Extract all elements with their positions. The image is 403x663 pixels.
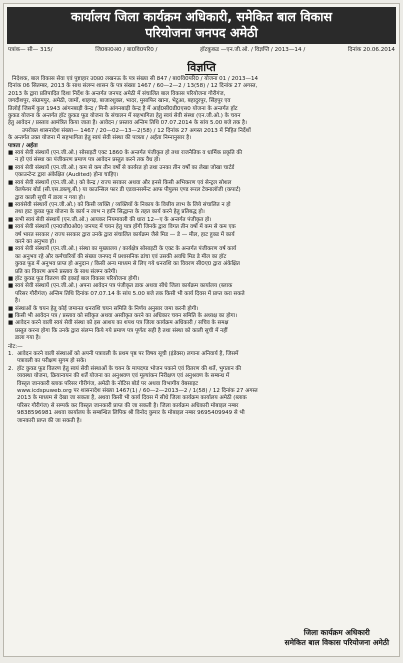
list-item-line: का अनुभव रहे और कर्मचारियों की संख्या जनपद में प्रशासनिक ढांचा एवं उसकी अवधि मिड डे मील का हॉट: [15, 253, 227, 260]
bullet-icon: ■: [8, 246, 14, 253]
list-item: [8, 202, 395, 217]
notes-section: [8, 344, 395, 425]
note-line: पत्रावली का परीक्षण सुगम हो सके।: [17, 358, 87, 365]
list-item: [8, 217, 395, 224]
list-item-line: परिसर गौरीगंज) अन्तिम तिथि दिनांक 07.07.14 के सांय 5.00 बजे तक किसी भी कार्य दिवस में प्राप्त करा सकते: [15, 290, 245, 297]
reference-code-2: हॉटकुकड —एन.जी.ओ. / विज्ञप्ति / 2013—14 /: [200, 47, 306, 53]
list-item-line: है।: [15, 298, 21, 305]
note-line: आवेदन करने वाली संस्थाओं को अपनी पत्रावली के प्रथम पृष्ठ पर विषय सूची (इंडेक्स) लगाना अनिवार्य है, जिसमें: [17, 351, 239, 358]
bullet-icon: ■: [8, 275, 14, 282]
note-item: [8, 351, 395, 366]
note-line: 9838596981 अथवा कार्यालय के सम्बन्धित लिपिक श्री विनोद कुमार के मोबाइल नम्बर 9695409949 से भी: [17, 410, 245, 417]
list-item-line: वर्ष भारत सरकार / राज्य सरकार द्वारा उनके द्वारा संचालित कार्यक्रम जैसे मिड — डे — मील, हाट हुक्ड में कार्य: [15, 231, 235, 238]
notice-page: [3, 3, 400, 657]
reference-code-1: जि0का0अ0 / बा0वि0परि0 /: [95, 47, 158, 53]
intro-paragraph: [8, 76, 395, 143]
list-item-line: स्वयं सेवी संस्थायें (एन.जी.ओ.) कम से कम तीन वर्षों से कार्यरत हो तथा उनका तीन वर्षों का लेखा जोखा चार्टर्ड: [15, 164, 235, 171]
list-item: [8, 246, 395, 276]
intro-line: के अन्तर्गत उक्त योजना में सहभागिता हेतु स्वयं सेवी संस्था की पात्रता / अर्हता निम्नानुसार है।: [8, 135, 192, 142]
intro-line: दिनांक 06 सितम्बर, 2013 के साथ संलग्न शासन के पत्र संख्या 1467 / 60—2—2 / 13(58) / 12 दिनांक 27 अगस्त,: [8, 83, 258, 90]
note-line: परिसर गौरीगंज) से सम्पर्क कर विस्तृत जानकारी प्राप्त की जा सकती है। जिला कार्यक्रम अधिकारी मोबाइल नम्बर: [17, 402, 239, 409]
office-header-line2: परियोजना जनपद अमेठी: [145, 25, 258, 40]
reference-row: [4, 44, 399, 55]
list-item-line: स्वयं सेवी संस्थायें (एन.जी.ओ.) को केन्द्र / राज्य सरकार अथवा और इनसे किसी अभिकरण एवं सेन्ट्रल सोशल: [15, 179, 232, 186]
signature-line2: समेकित बाल विकास परियोजना अमेठी: [284, 638, 389, 647]
note-line: www.icdspuweb.org पर शासनादेश संख्या 1467(1) / 60—2—2013—2 / 1(58) / 12 दिनांक 27 अगस्त: [17, 388, 258, 395]
intro-line: उपरोक्त शासनादेश संख्या— 1467 / 20—02—13—2(58) / 12 दिनांक 27 अगस्त 2013 में निहित निर्देशों: [22, 127, 251, 134]
note-line: 2013 के माध्यम से देखा जा सकता है, अथवा किसी भी कार्य दिवस में सीधे जिला कार्यक्रम कार्यालय अमेठी (ब्लाक: [17, 395, 247, 402]
list-item-line: स्वयं सेवी संस्थायें (एन.जी.ओ.) संस्था का मुख्यालय / कार्यक्षेत्र सोसाइटी के एक्ट के अन्तर्गत पंजीकरण वर्ष कार्य: [15, 246, 237, 253]
list-item: [8, 320, 395, 342]
notes-label: नोट:—: [8, 343, 23, 350]
list-item: [8, 224, 395, 246]
note-number: 1.: [8, 351, 14, 358]
bullet-icon: ■: [8, 150, 14, 157]
intro-line: जगदीशपुर, संग्रामपुर, अमेठी, जामों, शाहगढ़, बाजारशुक्ल, भादर, मुसाफिर खाना, भेटुआ, बहादुरपुर, सिंहपुर एव: [8, 98, 231, 105]
intro-line: 2013 के द्वारा प्रतिपादित दिशा निर्देश के अन्तर्गत जनपद अमेठी में संचालित बाल विकास परियोजना गौरीगंज,: [8, 90, 226, 97]
note-line: हॉट कुक्ड फूड वितरण हेतु स्वयं सेवी संस्थाओं के चयन के मापदण्ड भोजन पकाने एवं वितरण की शर्ते, भुगतान की: [17, 365, 242, 372]
list-item-line: प्रस्तुत करना होगा कि उनके द्वारा संलग्न किये गये प्रमाण पत्र पूर्णतः सही है तथा संस्था को काली सूची में नहीं: [15, 327, 228, 334]
list-item-line: स्वयं सेवी संस्थायें (एन.जी.ओ.) सोसाइटी एक्ट 1860 के अन्तर्गत पंजीकृत हो तथा राजनैतिक व धार्मिक प्रकृति की: [15, 150, 243, 157]
notice-title-wrap: [4, 56, 399, 75]
list-item-line: स्वयं सेवी संस्थायें (एन.जी.ओ.) अपना आवेदन पत्र पंजीकृत डाक अथवा सीधे जिला कार्यक्रम कार्यालय (ब्लाक: [15, 283, 233, 290]
list-item-line: प्रति का विवरण अपने प्रस्ताव के साथ संलग्न करेगी।: [15, 268, 118, 275]
office-header-line1: कार्यालय जिला कार्यक्रम अधिकारी, समेकित बाल विकास: [70, 9, 333, 24]
bullet-icon: ■: [8, 283, 14, 290]
note-item: [8, 366, 395, 425]
list-item: [8, 180, 395, 202]
notice-title: विज्ञप्ति: [187, 61, 216, 74]
signature-line1: जिला कार्यक्रम अधिकारी: [303, 628, 370, 637]
intro-line: तिलोई जिसमें कुल 1943 आंगनबाड़ी केन्द्र / मिनी आंगनबाड़ी केन्द्र है में आई0सी0डी0एस0 योजना के अन्तर्गत हॉट: [8, 105, 238, 112]
letter-number: पत्रांक— सी— 315/: [8, 47, 53, 53]
notice-date: दिनांक 20.06.2014: [347, 47, 395, 53]
list-item-line: द्वारा काली सूची में डाला न गया हो।: [15, 194, 85, 201]
office-header: [7, 7, 396, 44]
list-item-line: किसी भी आवेदन पत्र / प्रस्ताव को स्वीकृत अथवा अस्वीकृत करने का अधिकार चयन समिति के अध्यक्ष का होगा।: [15, 313, 238, 319]
bullet-icon: ■: [8, 164, 14, 171]
list-item-line: आवेदन करने वाली स्वयं सेवी संस्था को इस आशय का शपथ पत्र जिला कार्यक्रम अधिकारी / सचिव के समक्ष: [15, 320, 229, 327]
list-item-line: कुक्ड फूड में अनुभव प्राप्त हो अनुदान / किसी अन्य माध्यम से लिए गये धनराशि का विवरण सी0ए0 द्वारा अंकेक्षित: [15, 261, 240, 268]
list-item-line: डाला गया है।: [15, 335, 41, 342]
list-item-line: तथा हाट कुक्ड फूड योजना के कार्य न लाभ न हानि सिद्धान्त के तहत कार्य करने हेतु प्रतिबद्ध हो।: [15, 209, 205, 216]
list-item: [8, 283, 395, 305]
note-line: विस्तृत जानकारी ब्लाक परिसर गौरीगंज, अमेठी के नोटिस बोर्ड पर अथवा विभागीय वेबसाइट: [17, 380, 199, 387]
eligibility-heading: पात्रता / अर्हता: [8, 142, 38, 149]
intro-line: निदेशक, बाल विकास सेवा एवं पुष्टाहार उ0प्र0 लखनऊ के पत्र संख्या सी 847 / बा0वि0परि0 / योजना 01 / 2013—14: [12, 76, 259, 82]
list-item-line: न हो एवं संस्था का पंजीकरण प्रमाण पत्र आवेदन प्रस्तुत करने तक वैध हो।: [15, 157, 161, 164]
intro-line: कुकड योजना के अन्तर्गत हॉट कुकड फूड योजना के संचालन में सहभागिता हेतु स्वयं सेवी संस्था (एन.जी.ओ.) के चयन: [8, 113, 241, 120]
list-item-line: सभी स्वयं सेवी संस्थायें (एन.जी.ओ.) आयकर नियमावली की धारा 12—ए के अन्तर्गत पंजीकृत हो।: [15, 216, 212, 223]
list-item-line: वेलफेयर बोर्ड (सी.एस.डब्ल्यू.बी.) या काउन्सिल फार डी एडवानसमेंन्ट आफ पीपुल्स एण्ड रूरल टेक्नालॉजी (कपार्ट): [15, 187, 241, 194]
bullet-icon: ■: [8, 305, 14, 312]
list-item-line: करने का अनुभव हो।: [15, 238, 57, 245]
list-item-line: स्वयं सेवी संस्थायें (एन0जी0ओ0) जनपद में चयन हेतु पात्र होंगी जिनके द्वारा विगत तीन वर्षो में कम से कम एक: [15, 224, 236, 231]
list-item-line: एकाउन्टेन्ट द्वारा अंकेक्षित (Audited) होना चाहिए।: [15, 172, 119, 179]
bullet-icon: ■: [8, 320, 14, 327]
signature-block: [285, 628, 389, 648]
list-item: [8, 165, 395, 180]
list-item-line: संस्थाओं के चयन हेतु कोई जमानत धनराशि चयन समिति के निर्णय अनुसार जमा करनी होगी।: [15, 305, 199, 312]
bullet-icon: ■: [8, 201, 14, 208]
list-item-line: स्वयंसेवी संस्थायें (एन.जी.ओ.) को किसी व्यक्ति / व्यक्तियों के निकाय के वित्तीय लाभ के लिये संचालित न हो: [15, 201, 231, 208]
list-item: [8, 150, 395, 165]
note-number: 2.: [8, 365, 14, 372]
intro-line: हेतु आवेदन / प्रस्ताव आमंत्रित किया जाता है। आवेदन / प्रस्ताव अन्तिम तिथि 07.07.2014 के सांय 5.00 बजे तक है।: [8, 120, 248, 127]
bullet-icon: ■: [8, 224, 14, 231]
notice-body: [4, 76, 399, 425]
bullet-icon: ■: [8, 313, 14, 319]
list-item-line: हॉट कुक्ड फूड वितरण की इकाई बाल विकास परियोजना होगी।: [15, 275, 140, 282]
note-line: व्यवस्था योजना, क्रियान्वयन की शर्तें योजना का अनुश्रवण एवं मूल्यांकन निरीक्षण एवं अनुश्रवण के सम्बन्ध में: [17, 373, 230, 380]
note-line: जानकारी प्राप्त की जा सकती है।: [17, 417, 82, 424]
eligibility-list: [8, 150, 395, 343]
bullet-icon: ■: [8, 179, 14, 186]
bullet-icon: ■: [8, 216, 14, 223]
list-item: [8, 306, 395, 313]
